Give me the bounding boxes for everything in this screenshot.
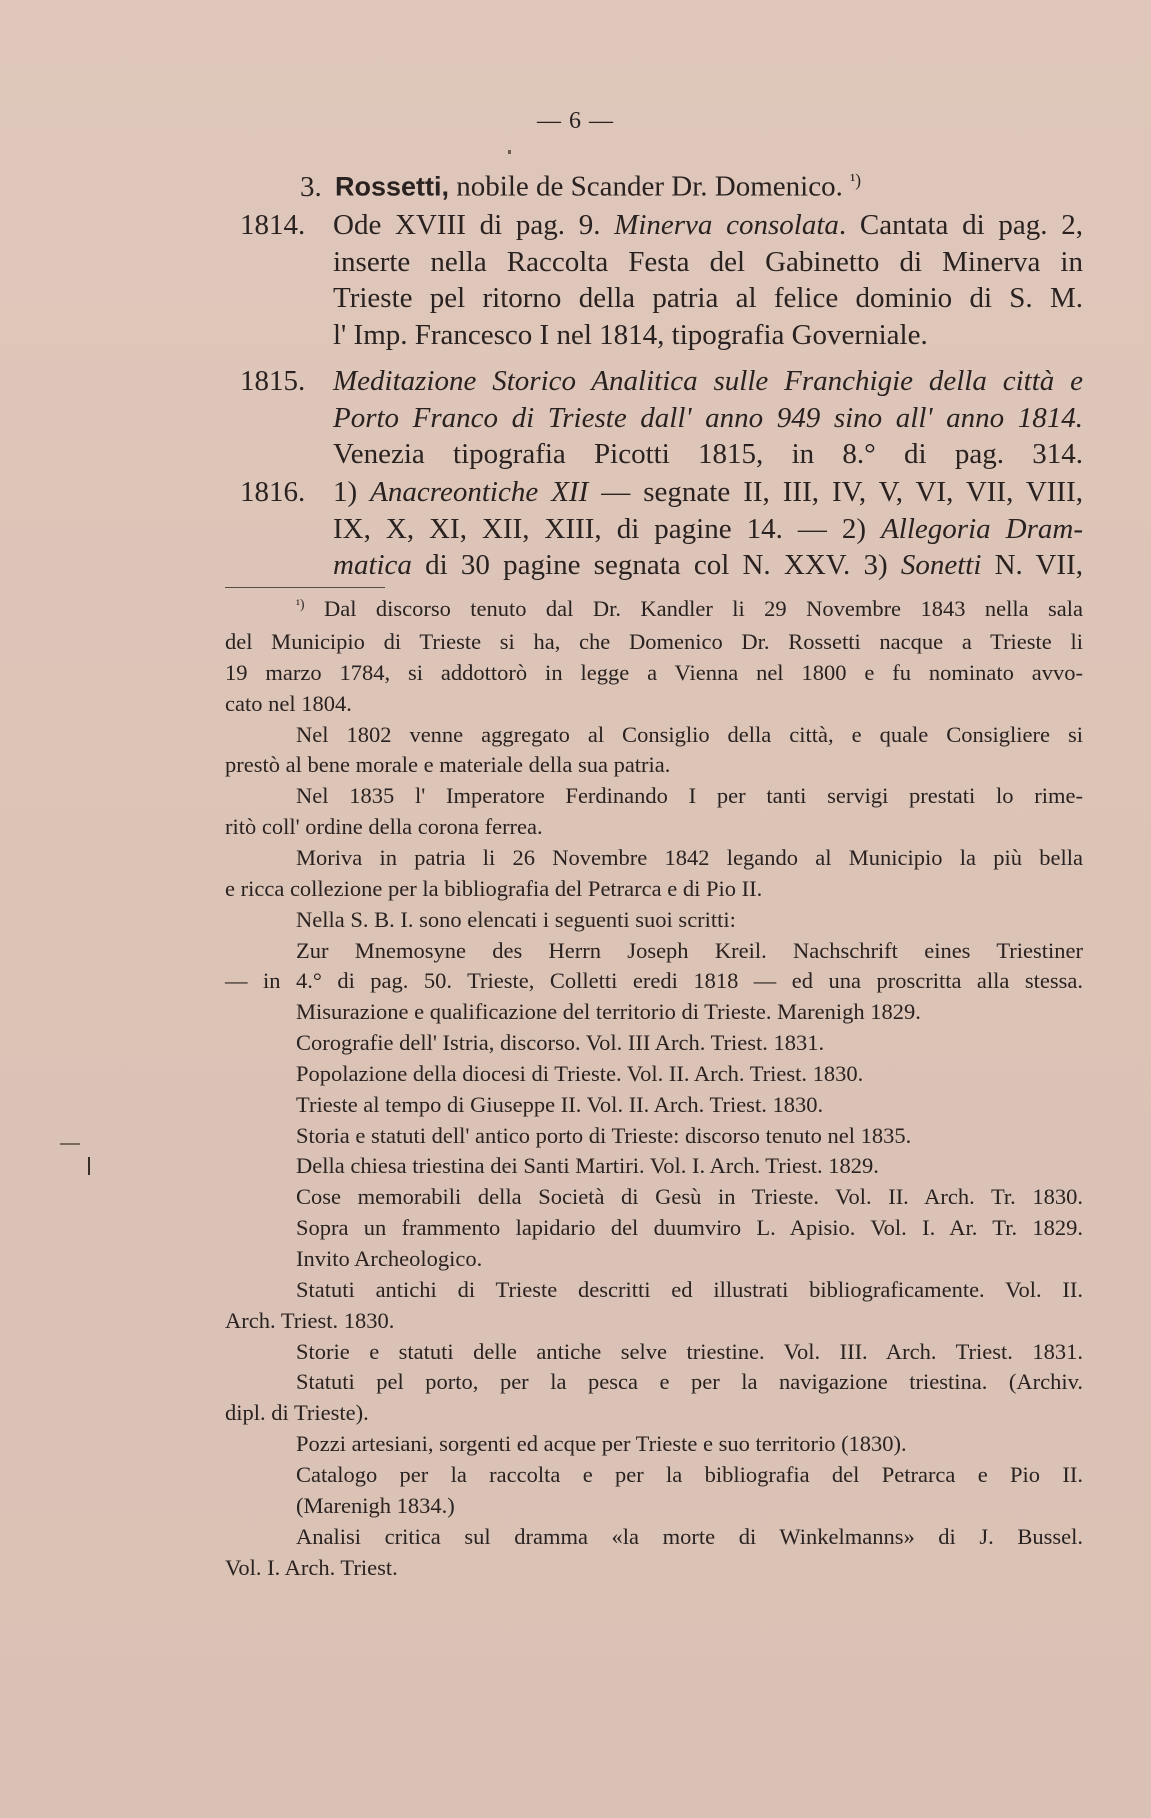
entry-line: [333, 282, 1083, 318]
line-text: 1): [333, 476, 371, 508]
italic-title: Porto Franco di Trieste dall' anno 949 sino all' anno 1814.: [333, 401, 1083, 434]
page-number: — 6 —: [537, 108, 614, 134]
scan-speck: [60, 1143, 80, 1145]
line-text: N. VII,: [981, 549, 1083, 581]
entry-name-rest: nobile de Scander Dr. Domenico.: [456, 170, 843, 203]
italic-title: Meditazione Storico Analitica sulle Franchigie della città e: [333, 365, 1083, 397]
line-text: inserte nella Raccolta Festa del Gabinetto di Minerva in: [333, 245, 1083, 278]
footnote-line: 19 marzo 1784, si addottorò in legge a Vienna nel 1800 e fu nominato avvo-: [225, 659, 1083, 685]
entry-heading: [300, 170, 861, 204]
footnote-line: Pozzi artesiani, sorgenti ed acque per Trieste e suo territorio (1830).: [296, 1431, 907, 1457]
footnote-line: Statuti antichi di Trieste descritti ed illustrati bibliograficamente. Vol. II.: [296, 1276, 1083, 1302]
line-text: Venezia tipografia Picotti 1815, in 8.° di pag. 314.: [333, 438, 1083, 470]
footnote-line: Trieste al tempo di Giuseppe II. Vol. II. Arch. Triest. 1830.: [296, 1091, 824, 1117]
line-text: Trieste pel ritorno della patria al felice dominio di S. M.: [333, 282, 1083, 314]
footnote-line: Sopra un frammento lapidario del duumviro L. Apisio. Vol. I. Ar. Tr. 1829.: [296, 1215, 1083, 1241]
footnote-line: Zur Mnemosyne des Herrn Joseph Kreil. Nachschrift eines Triestiner: [296, 937, 1083, 963]
footnote-line: e ricca collezione per la bibliografia del Petrarca e di Pio II.: [225, 875, 763, 901]
italic-title: Minerva consolata: [614, 209, 839, 241]
footnote-line: Vol. I. Arch. Triest.: [225, 1554, 398, 1580]
footnote-line: Storia e statuti dell' antico porto di Trieste: discorso tenuto nel 1835.: [296, 1122, 912, 1148]
entry-surname: Rossetti,: [335, 171, 450, 202]
footnote-line: Misurazione e qualificazione del territorio di Trieste. Marenigh 1829.: [296, 999, 921, 1025]
footnote-line: Invito Archeologico.: [296, 1246, 483, 1271]
footnote-line: del Municipio di Trieste si ha, che Domenico Dr. Rossetti nacque a Trieste li: [225, 629, 1083, 654]
line-text: di 30 pagine segnata col N. XXV. 3): [411, 549, 901, 581]
footnote-line: Arch. Triest. 1830.: [225, 1307, 395, 1333]
line-text: IX, X, XI, XII, XIII, di pagine 14. — 2): [333, 512, 882, 545]
entry-line: [333, 476, 1083, 512]
footnote-line: Popolazione della diocesi di Trieste. Vol. II. Arch. Triest. 1830.: [296, 1060, 864, 1086]
scan-speck: [508, 150, 511, 154]
entry-line: [333, 438, 1083, 474]
year-label: 1816.: [240, 476, 306, 508]
entry-line: [333, 319, 1083, 355]
entry-line: [333, 246, 1083, 282]
footnote-line: Nella S. B. I. sono elencati i seguenti suoi scritti:: [296, 906, 736, 932]
entry-line: [333, 209, 1083, 245]
italic-title: Anacreontiche XII: [370, 476, 589, 508]
footnote-marker: ¹): [296, 596, 305, 612]
year-label: 1814.: [240, 209, 306, 241]
footnote-line: Catalogo per la raccolta e per la bibliografia del Petrarca e Pio II.: [296, 1461, 1083, 1487]
entry-line: [333, 402, 1083, 438]
italic-title: matica: [333, 549, 412, 581]
italic-title: Allegoria Dram-: [881, 512, 1083, 545]
footnote-reference: ¹): [850, 170, 862, 190]
footnote-line: Della chiesa triestina dei Santi Martiri. Vol. I. Arch. Triest. 1829.: [296, 1153, 879, 1179]
footnote-line: Analisi critica sul dramma «la morte di Winkelmanns» di J. Bussel.: [296, 1523, 1083, 1549]
entry-line: [333, 549, 1083, 585]
footnote-line: Moriva in patria li 26 Novembre 1842 legando al Municipio la più bella: [296, 844, 1083, 870]
footnote-first-text: Dal discorso tenuto dal Dr. Kandler li 29 Novembre 1843 nella sala: [323, 596, 1083, 621]
line-text: — segnate II, III, IV, V, VI, VII, VIII,: [588, 476, 1083, 508]
line-text: l' Imp. Francesco I nel 1814, tipografia Governiale.: [333, 318, 928, 351]
footnote-line: Storie e statuti delle antiche selve triestine. Vol. III. Arch. Triest. 1831.: [296, 1338, 1083, 1364]
scan-speck: [88, 1157, 90, 1175]
footnote-line: Cose memorabili della Società di Gesù in Trieste. Vol. II. Arch. Tr. 1830.: [296, 1184, 1083, 1210]
year-label: 1815.: [240, 365, 306, 397]
italic-title: Sonetti: [900, 549, 982, 581]
footnote-line: — in 4.° di pag. 50. Trieste, Colletti eredi 1818 — ed una proscritta alla stessa.: [225, 968, 1083, 994]
footnote-line: Statuti pel porto, per la pesca e per la navigazione triestina. (Archiv.: [296, 1369, 1083, 1395]
footnote-separator: [225, 587, 385, 588]
line-text: Ode XVIII di pag. 9.: [333, 209, 615, 241]
footnote-line: cato nel 1804.: [225, 690, 352, 716]
entry-line: [333, 365, 1083, 401]
footnote-line: (Marenigh 1834.): [296, 1492, 455, 1518]
footnote-line: ritò coll' ordine della corona ferrea.: [225, 814, 543, 840]
footnote-line: Nel 1802 venne aggregato al Consiglio della città, e quale Consigliere si: [296, 721, 1083, 747]
footnote-line: prestò al bene morale e materiale della sua patria.: [225, 752, 671, 778]
footnote-line: Nel 1835 l' Imperatore Ferdinando I per tanti servigi prestati lo rime-: [296, 783, 1083, 809]
entry-line: [333, 513, 1083, 549]
footnote-first-line: [296, 596, 1083, 626]
entry-number: 3.: [300, 170, 322, 203]
line-text: . Cantata di pag. 2,: [838, 209, 1083, 241]
footnote-line: Corografie dell' Istria, discorso. Vol. III Arch. Triest. 1831.: [296, 1030, 825, 1056]
footnote-line: dipl. di Trieste).: [225, 1400, 369, 1426]
